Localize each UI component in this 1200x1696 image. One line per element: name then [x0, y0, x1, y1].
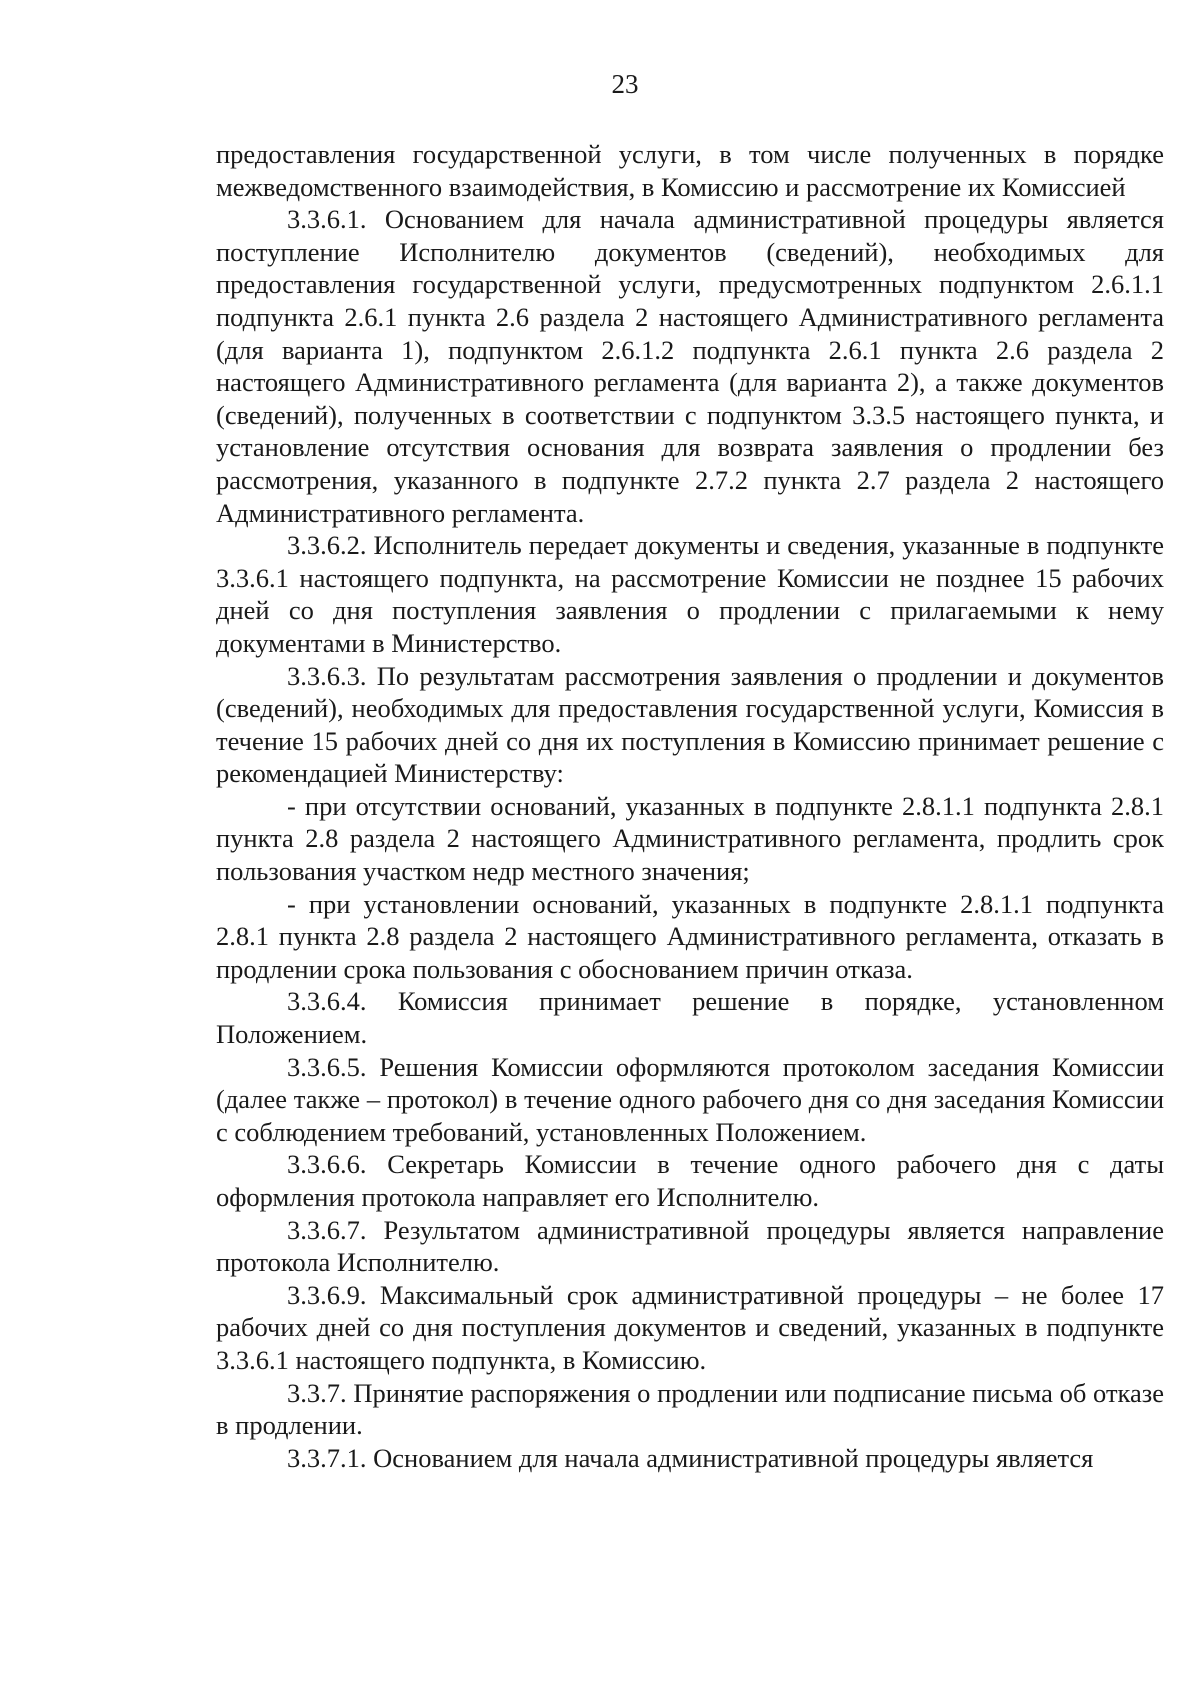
page-number: 23 — [611, 69, 639, 99]
paragraph: 3.3.6.3. По результатам рассмотрения заявления о продлении и документов (сведений), необходимых для предоставления государственной услуги, Комиссия в течение 15 рабочих дней со дня их поступления в Комиссию принимает решение с рекомендацией Министерству: — [216, 660, 1164, 789]
paragraph: 3.3.7.1. Основанием для начала административной процедуры является — [287, 1442, 1094, 1473]
paragraph: 3.3.6.2. Исполнитель передает документы и сведения, указанные в подпункте 3.3.6.1 настоящего подпункта, на рассмотрение Комиссии не позднее 15 рабочих дней со дня поступления заявления о продлении с прилагаемыми к нему документами в Министерство. — [216, 530, 1164, 658]
paragraph-continuation: предоставления государственной услуги, в том числе полученных в порядке межведомственного взаимодействия, в Комиссию и рассмотрение их Комиссией — [216, 139, 1164, 202]
paragraph: 3.3.6.1. Основанием для начала административной процедуры является поступление Исполнителю документов (сведений), необходимых для предоставления государственной услуги, предусмотренных подпунктом 2.6.1.1 подпункта 2.6.1 пункта 2.6 раздела 2 настоящего Административного регламента (для варианта 1), подпунктом 2.6.1.2 подпункта 2.6.1 пункта 2.6 раздела 2 настоящего Административного регламента (для варианта 2), а также документов (сведений), полученных в соответствии с подпунктом 3.3.5 настоящего пункта, и установление отсутствия основания для возврата заявления о продлении без рассмотрения, указанного в подпункте 2.7.2 пункта 2.7 раздела 2 настоящего Административного регламента. — [216, 204, 1164, 528]
paragraph: 3.3.6.5. Решения Комиссии оформляются протоколом заседания Комиссии (далее также – протокол) в течение одного рабочего дня со дня заседания Комиссии с соблюдением требований, установленных Положением. — [216, 1051, 1164, 1147]
paragraph: 3.3.6.7. Результатом административной процедуры является направление протокола Исполнителю. — [216, 1214, 1164, 1278]
paragraph: 3.3.6.9. Максимальный срок административной процедуры – не более 17 рабочих дней со дня поступления документов и сведений, указанных в подпункте 3.3.6.1 настоящего подпункта, в Комиссию. — [216, 1279, 1164, 1375]
paragraph: - при отсутствии оснований, указанных в подпункте 2.8.1.1 подпункта 2.8.1 пункта 2.8 раздела 2 настоящего Административного регламента, продлить срок пользования участком недр местного значения; — [216, 790, 1164, 887]
document-body — [216, 138, 1164, 1474]
paragraph: 3.3.6.6. Секретарь Комиссии в течение одного рабочего дня с даты оформления протокола направляет его Исполнителю. — [216, 1149, 1164, 1212]
paragraph: 3.3.6.4. Комиссия принимает решение в порядке, установленном Положением. — [216, 986, 1164, 1050]
paragraph: - при установлении оснований, указанных в подпункте 2.8.1.1 подпункта 2.8.1 пункта 2.8 раздела 2 настоящего Административного регламента, отказать в продлении срока пользования с обоснованием причин отказа. — [216, 888, 1164, 984]
paragraph: 3.3.7. Принятие распоряжения о продлении или подписание письма об отказе в продлении. — [216, 1377, 1164, 1441]
